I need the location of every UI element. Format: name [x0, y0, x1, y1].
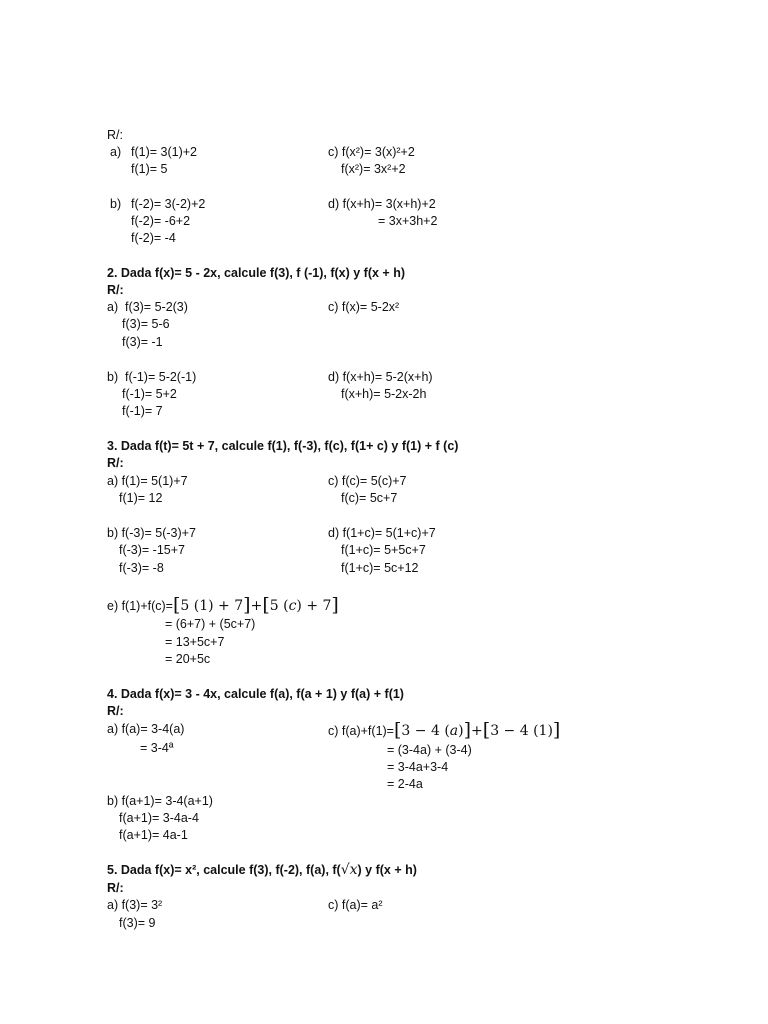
p1-answer-label: R/:: [107, 128, 123, 142]
p2-d-line2: f(x+h)= 5-2x-2h: [341, 387, 427, 401]
p3-e-eq-part2a: 5 (: [269, 598, 289, 614]
p3-e-line4: = 20+5c: [165, 652, 211, 666]
p4-a-line2: = 3-4ª: [140, 741, 174, 755]
p1-c-line2: f(x²)= 3x²+2: [341, 162, 406, 176]
p4-c-eq-part1a: 3 − 4 (: [401, 723, 450, 739]
p1-a-line2: f(1)= 5: [131, 162, 168, 176]
p5-a-line1: a) f(3)= 3²: [107, 898, 163, 912]
p3-answer-label: R/:: [107, 456, 124, 470]
p2-b-line3: f(-1)= 7: [122, 404, 163, 418]
p2-b-line2: f(-1)= 5+2: [122, 387, 177, 401]
p3-e-eq-part2b: ) + 7: [296, 598, 332, 614]
p3-heading: 3. Dada f(t)= 5t + 7, calcule f(1), f(-3), f(c), f(1+ c) y f(1) + f (c): [107, 439, 459, 453]
p5-heading-part1: 5. Dada f(x)= x², calcule f(3), f(-2), f(a), f(: [107, 863, 341, 877]
p5-a-line2: f(3)= 9: [119, 916, 156, 930]
p2-a-line2: f(3)= 5-6: [122, 317, 170, 331]
p5-heading-sqrt: √: [340, 862, 350, 878]
p2-d-line1: d) f(x+h)= 5-2(x+h): [328, 370, 433, 384]
p4-b-line3: f(a+1)= 4a-1: [119, 828, 188, 842]
p3-d-line2: f(1+c)= 5+5c+7: [341, 543, 426, 557]
p3-b-line3: f(-3)= -8: [119, 561, 164, 575]
p5-heading-var: x: [349, 862, 358, 878]
p4-c-equation: [3 − 4 (a)]+[3 − 4 (1)]: [394, 719, 561, 741]
p1-c-line1: c) f(x²)= 3(x)²+2: [328, 145, 415, 159]
p5-heading-part2: ) y f(x + h): [357, 863, 417, 877]
p4-c-eq-var: a: [449, 723, 459, 739]
p1-d-line1: d) f(x+h)= 3(x+h)+2: [328, 197, 436, 211]
p2-heading: 2. Dada f(x)= 5 - 2x, calcule f(3), f (-1), f(x) y f(x + h): [107, 266, 405, 280]
p3-e-line1: [107, 596, 339, 615]
p3-c-line1: c) f(c)= 5(c)+7: [328, 474, 407, 488]
p1-b-marker: b): [110, 197, 122, 211]
p4-c-prefix: c) f(a)+f(1)=: [328, 724, 394, 738]
p3-e-line3: = 13+5c+7: [165, 635, 225, 649]
p4-c-eq-part1b: ): [458, 723, 464, 739]
p3-b-line1: b) f(-3)= 5(-3)+7: [107, 526, 196, 540]
p3-b-line2: f(-3)= -15+7: [119, 543, 186, 557]
p1-b-line1: f(-2)= 3(-2)+2: [131, 197, 206, 211]
p1-a-marker: a): [110, 145, 122, 159]
p5-answer-label: R/:: [107, 881, 124, 895]
p4-b-line2: f(a+1)= 3-4a-4: [119, 811, 199, 825]
p3-e-eq-part1: 5 (1) + 7: [180, 598, 244, 614]
p1-a-line1: f(1)= 3(1)+2: [131, 145, 198, 159]
p2-c-line1: c) f(x)= 5-2x²: [328, 300, 400, 314]
p5-c-line1: c) f(a)= a²: [328, 898, 383, 912]
p4-c-line2: = (3-4a) + (3-4): [387, 743, 472, 757]
p5-heading: [107, 862, 417, 879]
p3-e-equation: [5 (1) + 7]+[5 (c) + 7]: [173, 594, 339, 616]
p4-c-line1: [328, 721, 560, 740]
p2-a-line3: f(3)= -1: [122, 335, 163, 349]
p3-c-line2: f(c)= 5c+7: [341, 491, 398, 505]
p3-a-line1: a) f(1)= 5(1)+7: [107, 474, 188, 488]
p2-b-line1: b) f(-1)= 5-2(-1): [107, 370, 197, 384]
p4-heading: 4. Dada f(x)= 3 - 4x, calcule f(a), f(a + 1) y f(a) + f(1): [107, 687, 404, 701]
p2-answer-label: R/:: [107, 283, 124, 297]
p2-a-line1: a) f(3)= 5-2(3): [107, 300, 188, 314]
p4-c-line4: = 2-4a: [387, 777, 423, 791]
p3-a-line2: f(1)= 12: [119, 491, 163, 505]
p3-e-eq-plus: +: [250, 598, 263, 614]
p1-d-line2: = 3x+3h+2: [378, 214, 438, 228]
p3-e-line2: = (6+7) + (5c+7): [165, 617, 256, 631]
p3-e-eq-var: c: [288, 598, 297, 614]
p1-b-line3: f(-2)= -4: [131, 231, 176, 245]
p4-c-line3: = 3-4a+3-4: [387, 760, 449, 774]
p4-a-line1: a) f(a)= 3-4(a): [107, 722, 185, 736]
p4-b-line1: b) f(a+1)= 3-4(a+1): [107, 794, 213, 808]
p3-d-line1: d) f(1+c)= 5(1+c)+7: [328, 526, 436, 540]
p4-c-eq-plus: +: [471, 723, 483, 739]
p1-b-line2: f(-2)= -6+2: [131, 214, 191, 228]
p3-d-line3: f(1+c)= 5c+12: [341, 561, 419, 575]
p3-e-prefix: e) f(1)+f(c)=: [107, 599, 173, 613]
p4-answer-label: R/:: [107, 704, 124, 718]
p4-c-eq-part2: 3 − 4 (1): [490, 723, 553, 739]
